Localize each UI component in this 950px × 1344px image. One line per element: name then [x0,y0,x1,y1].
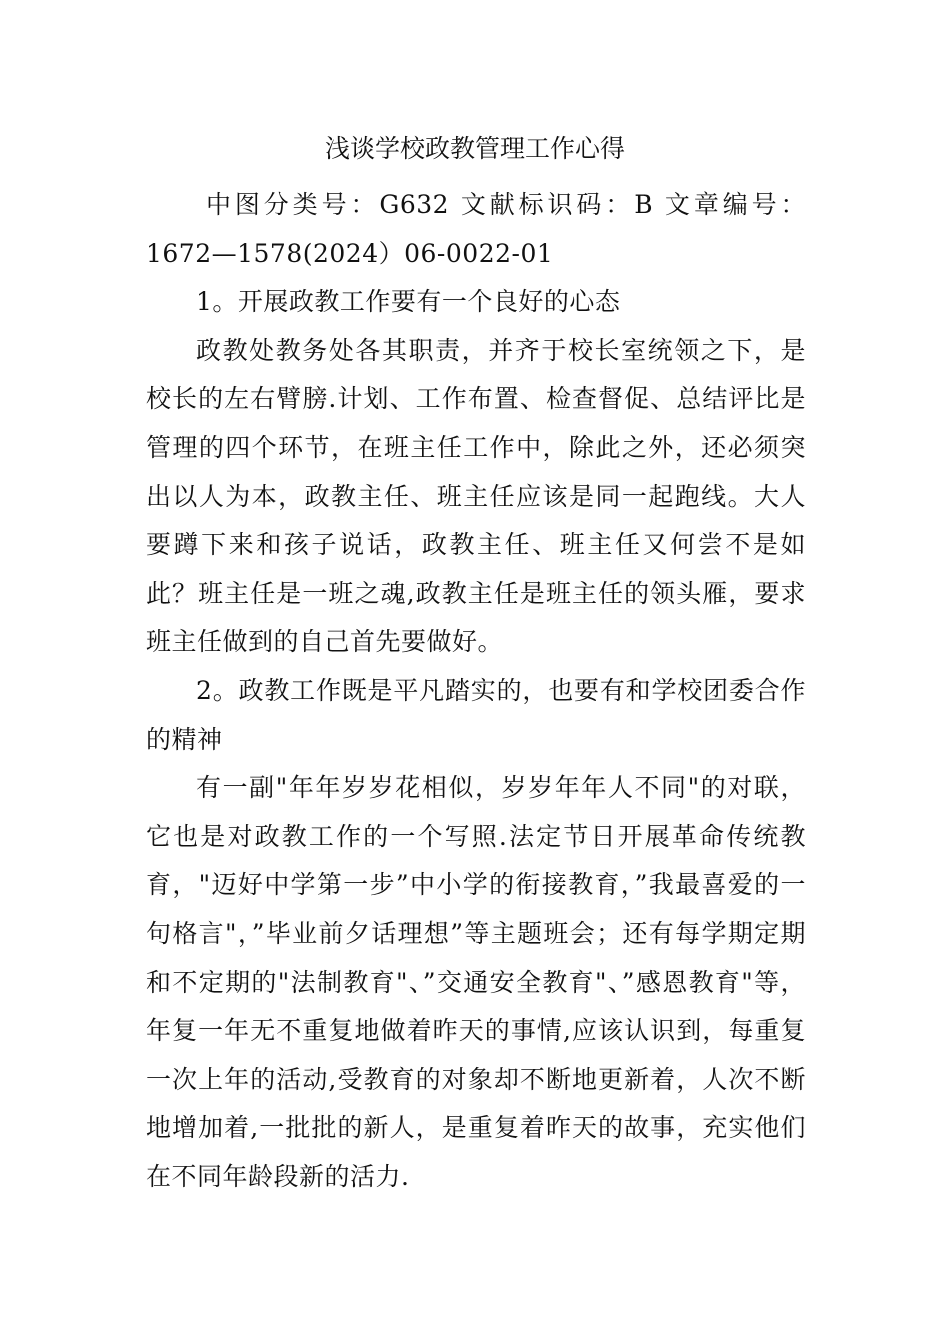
document-body [146,181,806,1201]
classification-line: 中图分类号：G632 文献标识码：B 文章编号：1672—1578(2024）06-0022-01 [146,190,806,268]
paragraph-1: 政教处教务处各其职责，并齐于校长室统领之下，是校长的左右臂膀.计划、工作布置、检查督促、总结评比是管理的四个环节，在班主任工作中，除此之外，还必须突出以人为本，政教主任、班主任应该是同一起跑线。大人要蹲下来和孩子说话，政教主任、班主任又何尝不是如此？班主任是一班之魂,政教主任是班主任的领头雁，要求班主任做到的自己首先要做好。 [146,335,806,657]
section-heading-2: 2。政教工作既是平凡踏实的，也要有和学校团委合作的精神 [146,675,806,754]
section-heading-1: 1。开展政教工作要有一个良好的心态 [196,287,621,317]
page-title: 浅谈学校政教管理工作心得 [324,134,625,163]
paragraph-2: 有一副"年年岁岁花相似，岁岁年年人不同"的对联，它也是对政教工作的一个写照.法定节日开展革命传统教育，"迈好中学第一步”中小学的衔接教育，”我最喜爱的一句格言"，”毕业前夕话理想”等主题班会；还有每学期定期和不定期的"法制教育"、”交通安全教育"、”感恩教育"等，年复一年无不重复地做着昨天的事情,应该认识到，每重复一次上年的活动,受教育的对象却不断地更新着，人次不断地增加着,一批批的新人，是重复着昨天的故事，充实他们在不同年龄段新的活力. [146,773,806,1191]
